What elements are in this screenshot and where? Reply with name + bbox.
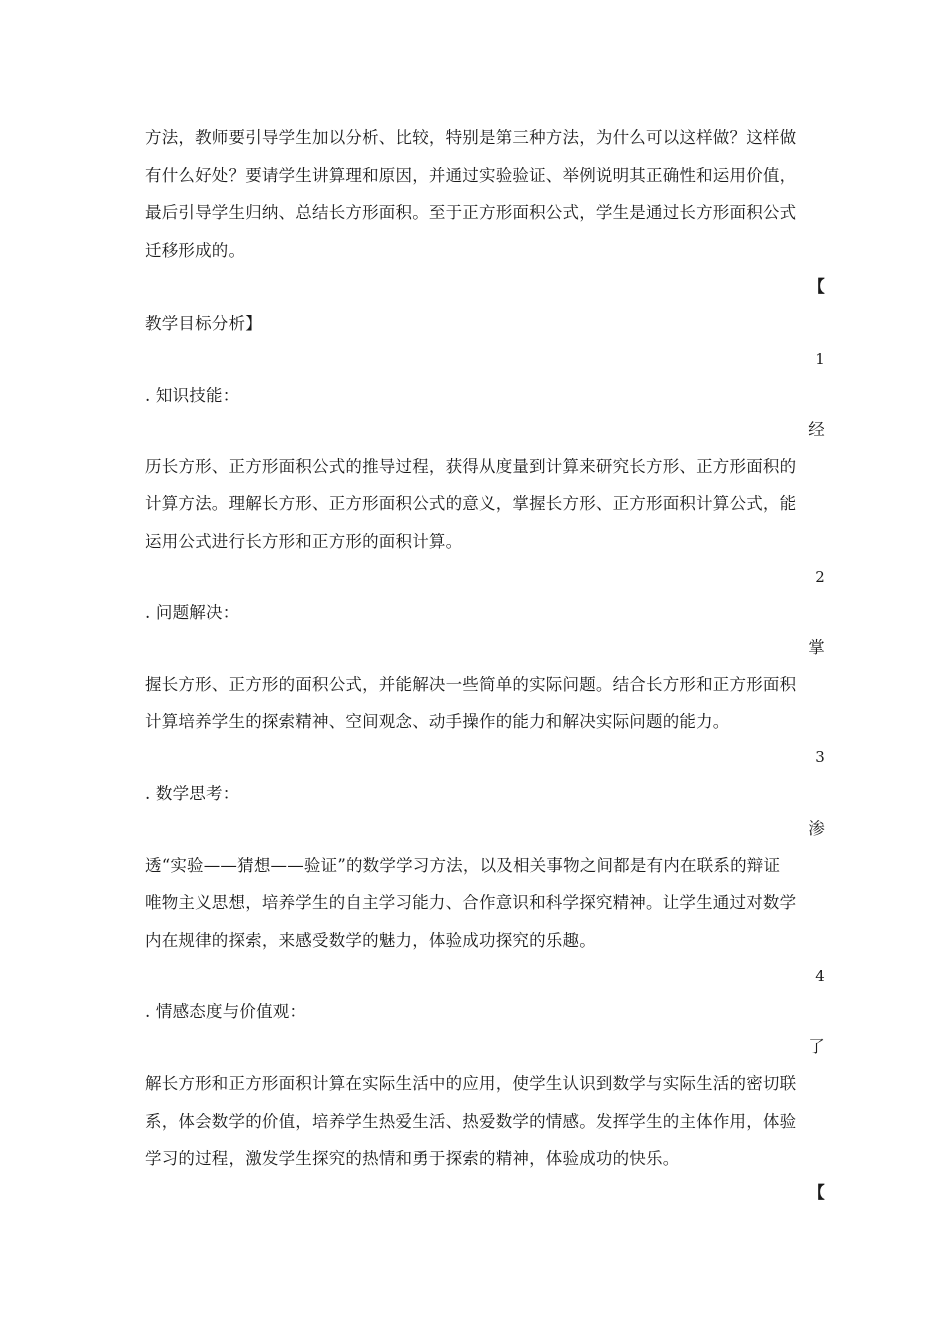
item-first-char: 渗 [808, 819, 825, 838]
item-number: 4 [815, 967, 825, 985]
item-line: 透“实验——猜想——验证”的数学学习方法，以及相关事物之间都是有内在联系的辩证 [145, 856, 781, 875]
item-line: 解长方形和正方形面积计算在实际生活中的应用，使学生认识到数学与实际生活的密切联 [145, 1074, 797, 1093]
item-title: . 情感态度与价值观： [145, 1002, 307, 1021]
item-title: . 数学思考： [145, 784, 240, 803]
item-title: . 问题解决： [145, 603, 240, 622]
item-number: 1 [815, 350, 825, 368]
item-first-char: 了 [808, 1037, 825, 1056]
section-heading-title: 教学目标分析】 [145, 314, 262, 333]
item-line: 计算培养学生的探索精神、空间观念、动手操作的能力和解决实际问题的能力。 [145, 712, 730, 731]
trailing-open-bracket: 【 [808, 1183, 825, 1202]
intro-line: 迁移形成的。 [145, 241, 246, 260]
intro-line: 有什么好处？要请学生讲算理和原因，并通过实验验证、举例说明其正确性和运用价值， [145, 166, 797, 185]
item-line: 计算方法。理解长方形、正方形面积公式的意义，掌握长方形、正方形面积计算公式，能 [145, 494, 797, 513]
item-number: 2 [815, 568, 825, 586]
item-line: 唯物主义思想，培养学生的自主学习能力、合作意识和科学探究精神。让学生通过对数学 [145, 893, 797, 912]
item-title: . 知识技能： [145, 386, 240, 405]
item-line: 系，体会数学的价值，培养学生热爱生活、热爱数学的情感。发挥学生的主体作用，体验 [145, 1112, 797, 1131]
item-line: 历长方形、正方形面积公式的推导过程，获得从度量到计算来研究长方形、正方形面积的 [145, 457, 797, 476]
item-line: 握长方形、正方形的面积公式，并能解决一些简单的实际问题。结合长方形和正方形面积 [145, 675, 797, 694]
item-first-char: 掌 [808, 638, 825, 657]
intro-line: 最后引导学生归纳、总结长方形面积。至于正方形面积公式，学生是通过长方形面积公式 [145, 203, 797, 222]
item-line: 学习的过程，激发学生探究的热情和勇于探索的精神，体验成功的快乐。 [145, 1149, 680, 1168]
section-heading-open-bracket: 【 [808, 277, 825, 296]
item-line: 运用公式进行长方形和正方形的面积计算。 [145, 532, 463, 551]
item-first-char: 经 [808, 420, 825, 439]
item-line: 内在规律的探索，来感受数学的魅力，体验成功探究的乐趣。 [145, 931, 596, 950]
item-number: 3 [815, 748, 825, 766]
intro-line: 方法，教师要引导学生加以分析、比较，特别是第三种方法，为什么可以这样做？这样做 [145, 128, 797, 147]
